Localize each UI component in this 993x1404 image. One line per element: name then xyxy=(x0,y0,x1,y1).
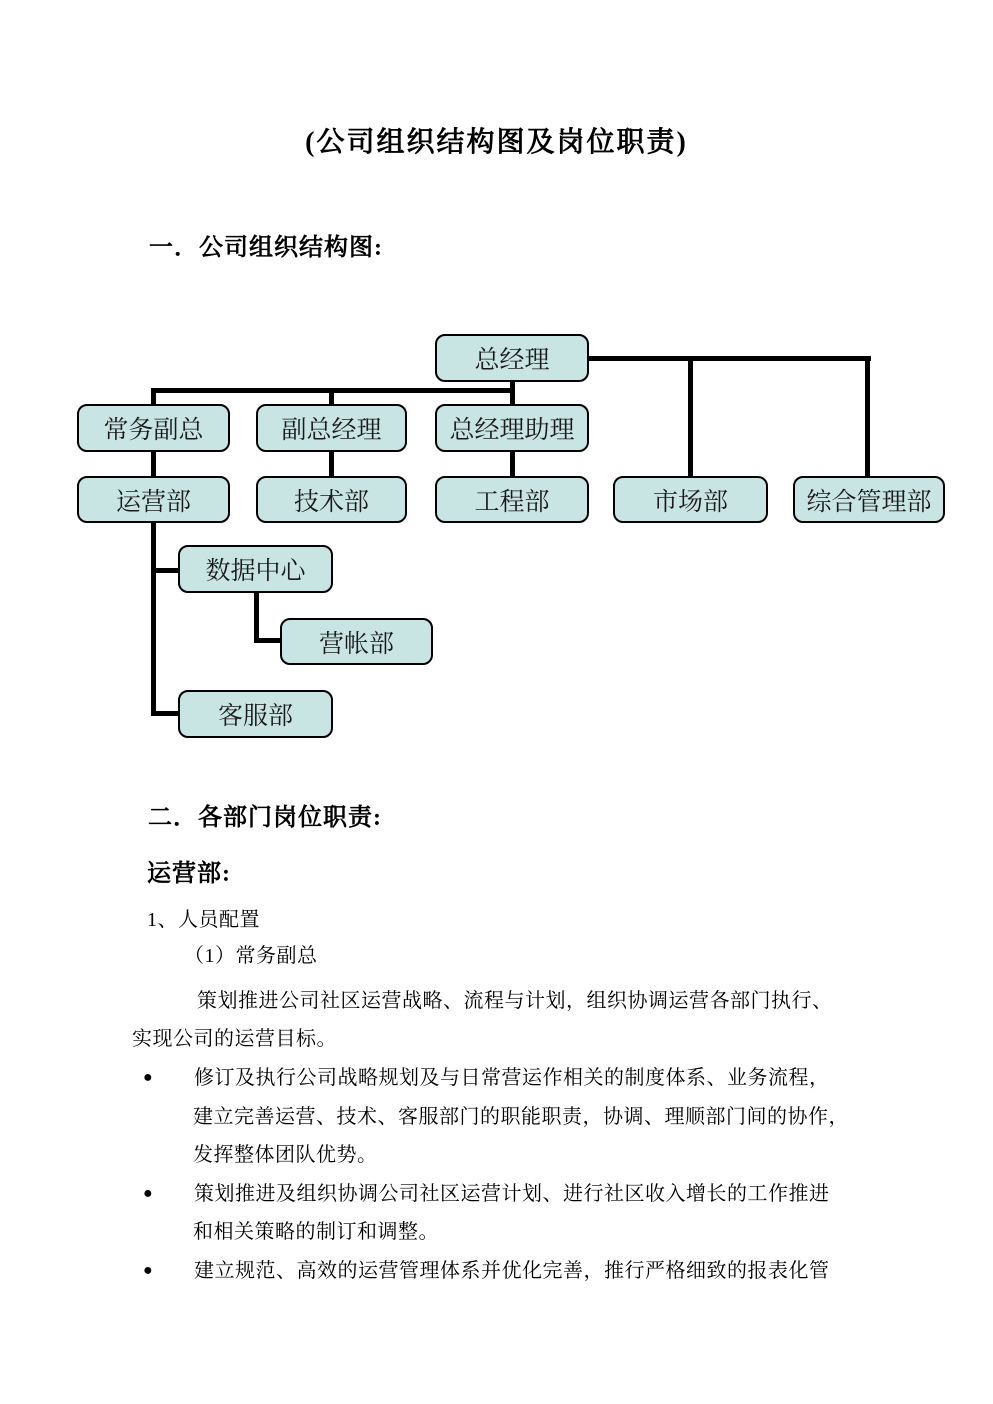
bullet-1-line-1: 修订及执行公司战略规划及与日常营运作相关的制度体系、业务流程， xyxy=(194,1067,830,1089)
org-node-data-center xyxy=(178,545,333,593)
org-node-engineering-dept xyxy=(435,476,589,523)
connector-bus-drop-left xyxy=(151,388,156,405)
org-node-deputy-gm xyxy=(256,404,407,452)
connector-datacenter-stem xyxy=(254,593,259,643)
connector-marketing-drop xyxy=(688,356,693,477)
org-node-gm-assistant-label: 总经理助理 xyxy=(449,417,575,444)
section1-heading: 一．公司组织结构图: xyxy=(149,235,383,261)
org-node-executive-deputy-gm xyxy=(77,404,230,452)
org-node-data-center-label: 数据中心 xyxy=(205,558,306,585)
org-node-billing-dept xyxy=(280,618,433,665)
connector-operations-trunk xyxy=(151,522,156,716)
org-node-marketing-dept xyxy=(613,476,768,523)
org-node-technology-dept-label: 技术部 xyxy=(293,488,369,516)
connector-assistant-stem xyxy=(510,451,515,477)
org-node-operations-dept-label: 运营部 xyxy=(115,488,191,516)
org-node-marketing-dept-label: 市场部 xyxy=(652,488,728,516)
document-title: (公司组织结构图及岗位职责) xyxy=(305,127,688,158)
org-node-general-manager-label: 总经理 xyxy=(474,347,550,374)
sub-item: （1）常务副总 xyxy=(184,945,318,967)
bullet-icon: ● xyxy=(143,1262,153,1279)
connector-customer-stub xyxy=(151,711,180,716)
bullet-icon: ● xyxy=(143,1069,153,1086)
org-node-customer-service-dept xyxy=(178,690,333,738)
org-node-technology-dept xyxy=(256,476,407,523)
org-node-gm-assistant xyxy=(435,404,589,452)
bullet-1-line-3: 发挥整体团队优势。 xyxy=(193,1144,378,1166)
connector-admin-drop xyxy=(865,356,870,477)
connector-deputy2-stem xyxy=(329,451,334,477)
intro-line-2: 实现公司的运营目标。 xyxy=(132,1028,337,1050)
connector-billing-stub xyxy=(254,638,282,643)
org-node-engineering-dept-label: 工程部 xyxy=(474,488,550,516)
org-node-deputy-gm-label: 副总经理 xyxy=(281,417,382,444)
org-node-general-manager xyxy=(435,334,589,382)
connector-bus-drop-mid xyxy=(329,388,334,405)
bullet-2-line-2: 和相关策略的制订和调整。 xyxy=(193,1221,439,1243)
org-node-operations-dept xyxy=(77,476,230,523)
org-node-billing-dept-label: 营帐部 xyxy=(318,630,394,658)
org-node-executive-deputy-gm-label: 常务副总 xyxy=(103,417,204,444)
org-node-customer-service-dept-label: 客服部 xyxy=(217,703,293,730)
bullet-3-line-1: 建立规范、高效的运营管理体系并优化完善，推行严格细致的报表化管 xyxy=(194,1260,830,1282)
numbered-item: 1、人员配置 xyxy=(147,909,260,931)
bullet-2-line-1: 策划推进及组织协调公司社区运营计划、进行社区收入增长的工作推进 xyxy=(194,1183,830,1205)
connector-datacenter-stub xyxy=(151,568,180,573)
connector-deputy1-stem xyxy=(151,451,156,477)
bullet-icon: ● xyxy=(143,1185,153,1202)
bullet-1-line-2: 建立完善运营、技术、客服部门的职能职责，协调、理顺部门间的协作， xyxy=(193,1106,849,1128)
section2-heading: 二．各部门岗位职责: xyxy=(148,805,382,831)
org-node-general-admin-dept xyxy=(793,476,945,523)
connector-gm-right-rail xyxy=(588,356,871,361)
department-heading: 运营部: xyxy=(147,861,231,887)
intro-line-1: 策划推进公司社区运营战略、流程与计划，组织协调运营各部门执行、 xyxy=(197,990,833,1012)
org-node-general-admin-dept-label: 综合管理部 xyxy=(806,488,932,516)
